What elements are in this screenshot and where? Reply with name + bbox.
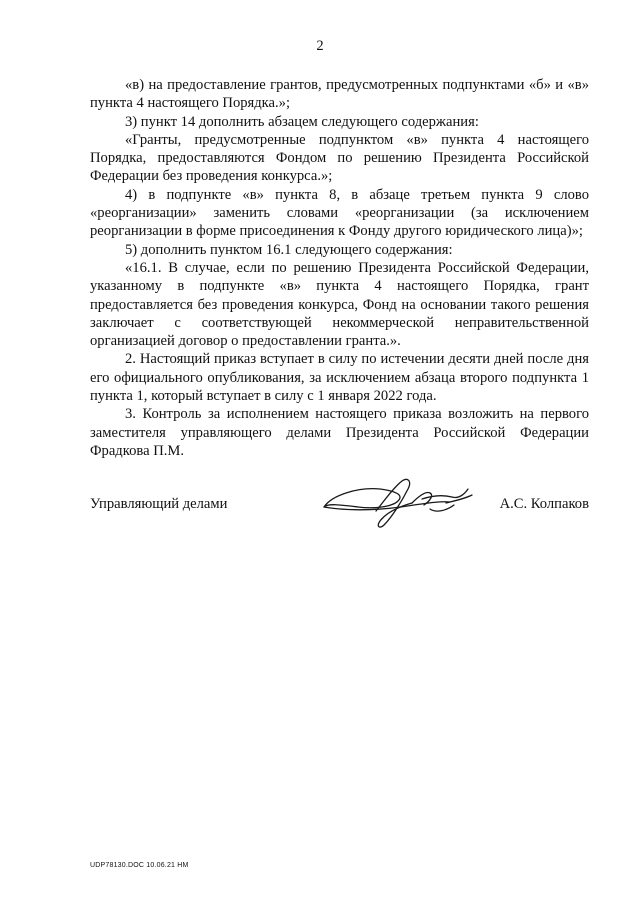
handwritten-signature — [318, 465, 478, 545]
paragraph-item-4: 4) в подпункте «в» пункта 8, в абзаце третьем пункта 9 слово «реорганизации» заменить словами «реорганизации (за исключением реорганизации в форме присоединения к Фонду другого юридического лица)»; — [90, 186, 589, 240]
paragraph-point-3: 3. Контроль за исполнением настоящего приказа возложить на первого заместителя управляющего делами Президента Российской Федерации Фрадкова П.М. — [90, 406, 589, 459]
document-body — [90, 76, 589, 460]
document-footer-code: UDP78130.DOC 10.06.21 НМ — [90, 862, 189, 869]
signatory-name: А.С. Колпаков — [499, 496, 589, 512]
signatory-position: Управляющий делами — [90, 496, 228, 512]
paragraph-grants-quote: «Гранты, предусмотренные подпунктом «в» пункта 4 настоящего Порядка, предоставляются Фондом по решению Президента Российской Федерации без проведения конкурса.»; — [90, 131, 589, 185]
paragraph-item-3: 3) пункт 14 дополнить абзацем следующего содержания: — [125, 113, 479, 130]
paragraph-subpoint-v: «в) на предоставление грантов, предусмотренных подпунктами «б» и «в» пункта 4 настоящего Порядка.»; — [90, 77, 589, 112]
paragraph-point-2: 2. Настоящий приказ вступает в силу по истечении десяти дней после дня его официального опубликования, за исключением абзаца второго подпункта 1 пункта 1, который вступает в силу с 1 января 2022 года. — [90, 351, 589, 405]
paragraph-item-5: 5) дополнить пунктом 16.1 следующего содержания: — [125, 241, 453, 258]
paragraph-16-1-quote: «16.1. В случае, если по решению Президента Российской Федерации, указанному в подпункте «в» пункта 4 настоящего Порядка, грант предоставляется без проведения конкурса, Фонд на основании такого решения заключает с соответствующей некоммерческой неправительственной организацией договор о предоставлении гранта.». — [90, 259, 589, 350]
page-number: 2 — [316, 38, 324, 54]
